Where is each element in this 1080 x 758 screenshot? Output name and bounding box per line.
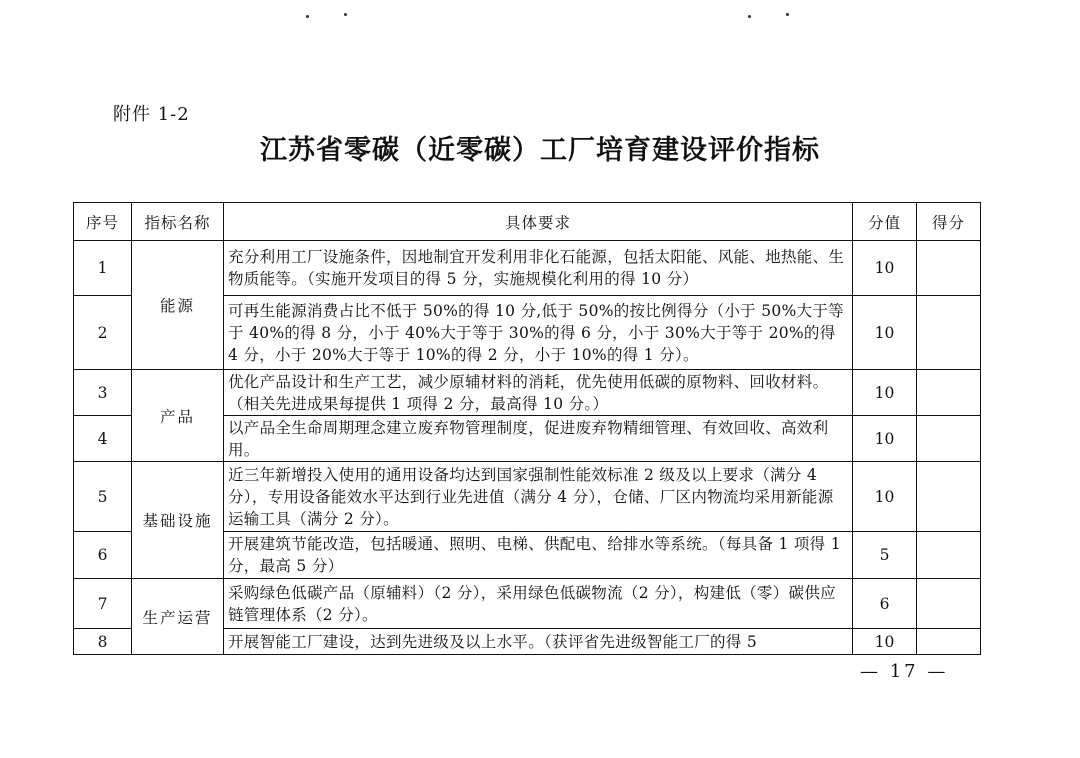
score-value: 5	[853, 532, 917, 579]
scan-speck	[344, 13, 347, 16]
score-value: 10	[853, 629, 917, 655]
score-value: 10	[853, 370, 917, 416]
document-title: 江苏省零碳（近零碳）工厂培育建设评价指标	[260, 135, 820, 166]
indicator-name: 能源	[132, 241, 224, 370]
requirement-text: 采购绿色低碳产品（原辅料）（2 分），采用绿色低碳物流（2 分），构建低（零）碳供应链管理体系（2 分）。	[224, 579, 853, 629]
evaluation-table	[73, 202, 981, 655]
row-number: 4	[74, 416, 132, 462]
score-obtained-cell	[917, 296, 981, 370]
table-row	[74, 579, 981, 629]
requirement-text: 充分利用工厂设施条件，因地制宜开发利用非化石能源，包括太阳能、风能、地热能、生物质能等。（实施开发项目的得 5 分，实施规模化利用的得 10 分）	[224, 241, 853, 296]
score-value: 6	[853, 579, 917, 629]
header-score-value: 分值	[853, 203, 917, 241]
header-requirement: 具体要求	[224, 203, 853, 241]
header-no: 序号	[74, 203, 132, 241]
row-number: 5	[74, 462, 132, 532]
score-value: 10	[853, 296, 917, 370]
header-indicator: 指标名称	[132, 203, 224, 241]
score-value: 10	[853, 241, 917, 296]
page-number: — 17 —	[860, 661, 949, 682]
requirement-text: 优化产品设计和生产工艺，减少原辅材料的消耗，优先使用低碳的原物料、回收材料。（相关先进成果每提供 1 项得 2 分，最高得 10 分。）	[224, 370, 853, 416]
score-obtained-cell	[917, 462, 981, 532]
score-value: 10	[853, 416, 917, 462]
score-value: 10	[853, 462, 917, 532]
row-number: 2	[74, 296, 132, 370]
score-obtained-cell	[917, 629, 981, 655]
requirement-text: 开展建筑节能改造，包括暖通、照明、电梯、供配电、给排水等系统。（每具备 1 项得 1 分，最高 5 分）	[224, 532, 853, 579]
indicator-name: 基础设施	[132, 462, 224, 579]
table-row	[74, 241, 981, 296]
requirement-text: 开展智能工厂建设，达到先进级及以上水平。（获评省先进级智能工厂的得 5	[224, 629, 853, 655]
row-number: 1	[74, 241, 132, 296]
row-number: 7	[74, 579, 132, 629]
requirement-text: 可再生能源消费占比不低于 50%的得 10 分,低于 50%的按比例得分（小于 50%大于等于 40%的得 8 分，小于 40%大于等于 30%的得 6 分，小于 30%大于等于 20%的得 4 分，小于 20%大于等于 10%的得 2 分，小于 10%的得 1 分）。	[224, 296, 853, 370]
indicator-name: 生产运营	[132, 579, 224, 655]
table-header-row	[74, 203, 981, 241]
score-obtained-cell	[917, 532, 981, 579]
attachment-label: 附件 1-2	[113, 104, 190, 125]
indicator-name: 产品	[132, 370, 224, 462]
header-score-obtained: 得分	[917, 203, 981, 241]
score-obtained-cell	[917, 370, 981, 416]
score-obtained-cell	[917, 416, 981, 462]
scan-speck	[786, 13, 789, 16]
requirement-text: 以产品全生命周期理念建立废弃物管理制度，促进废弃物精细管理、有效回收、高效利用。	[224, 416, 853, 462]
row-number: 8	[74, 629, 132, 655]
requirement-text: 近三年新增投入使用的通用设备均达到国家强制性能效标准 2 级及以上要求（满分 4 分），专用设备能效水平达到行业先进值（满分 4 分），仓储、厂区内物流均采用新能源运输工具（满分 2 分）。	[224, 462, 853, 532]
score-obtained-cell	[917, 579, 981, 629]
scan-speck	[748, 15, 751, 18]
table-row	[74, 462, 981, 532]
score-obtained-cell	[917, 241, 981, 296]
row-number: 6	[74, 532, 132, 579]
scan-speck	[306, 15, 309, 18]
table-row	[74, 370, 981, 416]
row-number: 3	[74, 370, 132, 416]
